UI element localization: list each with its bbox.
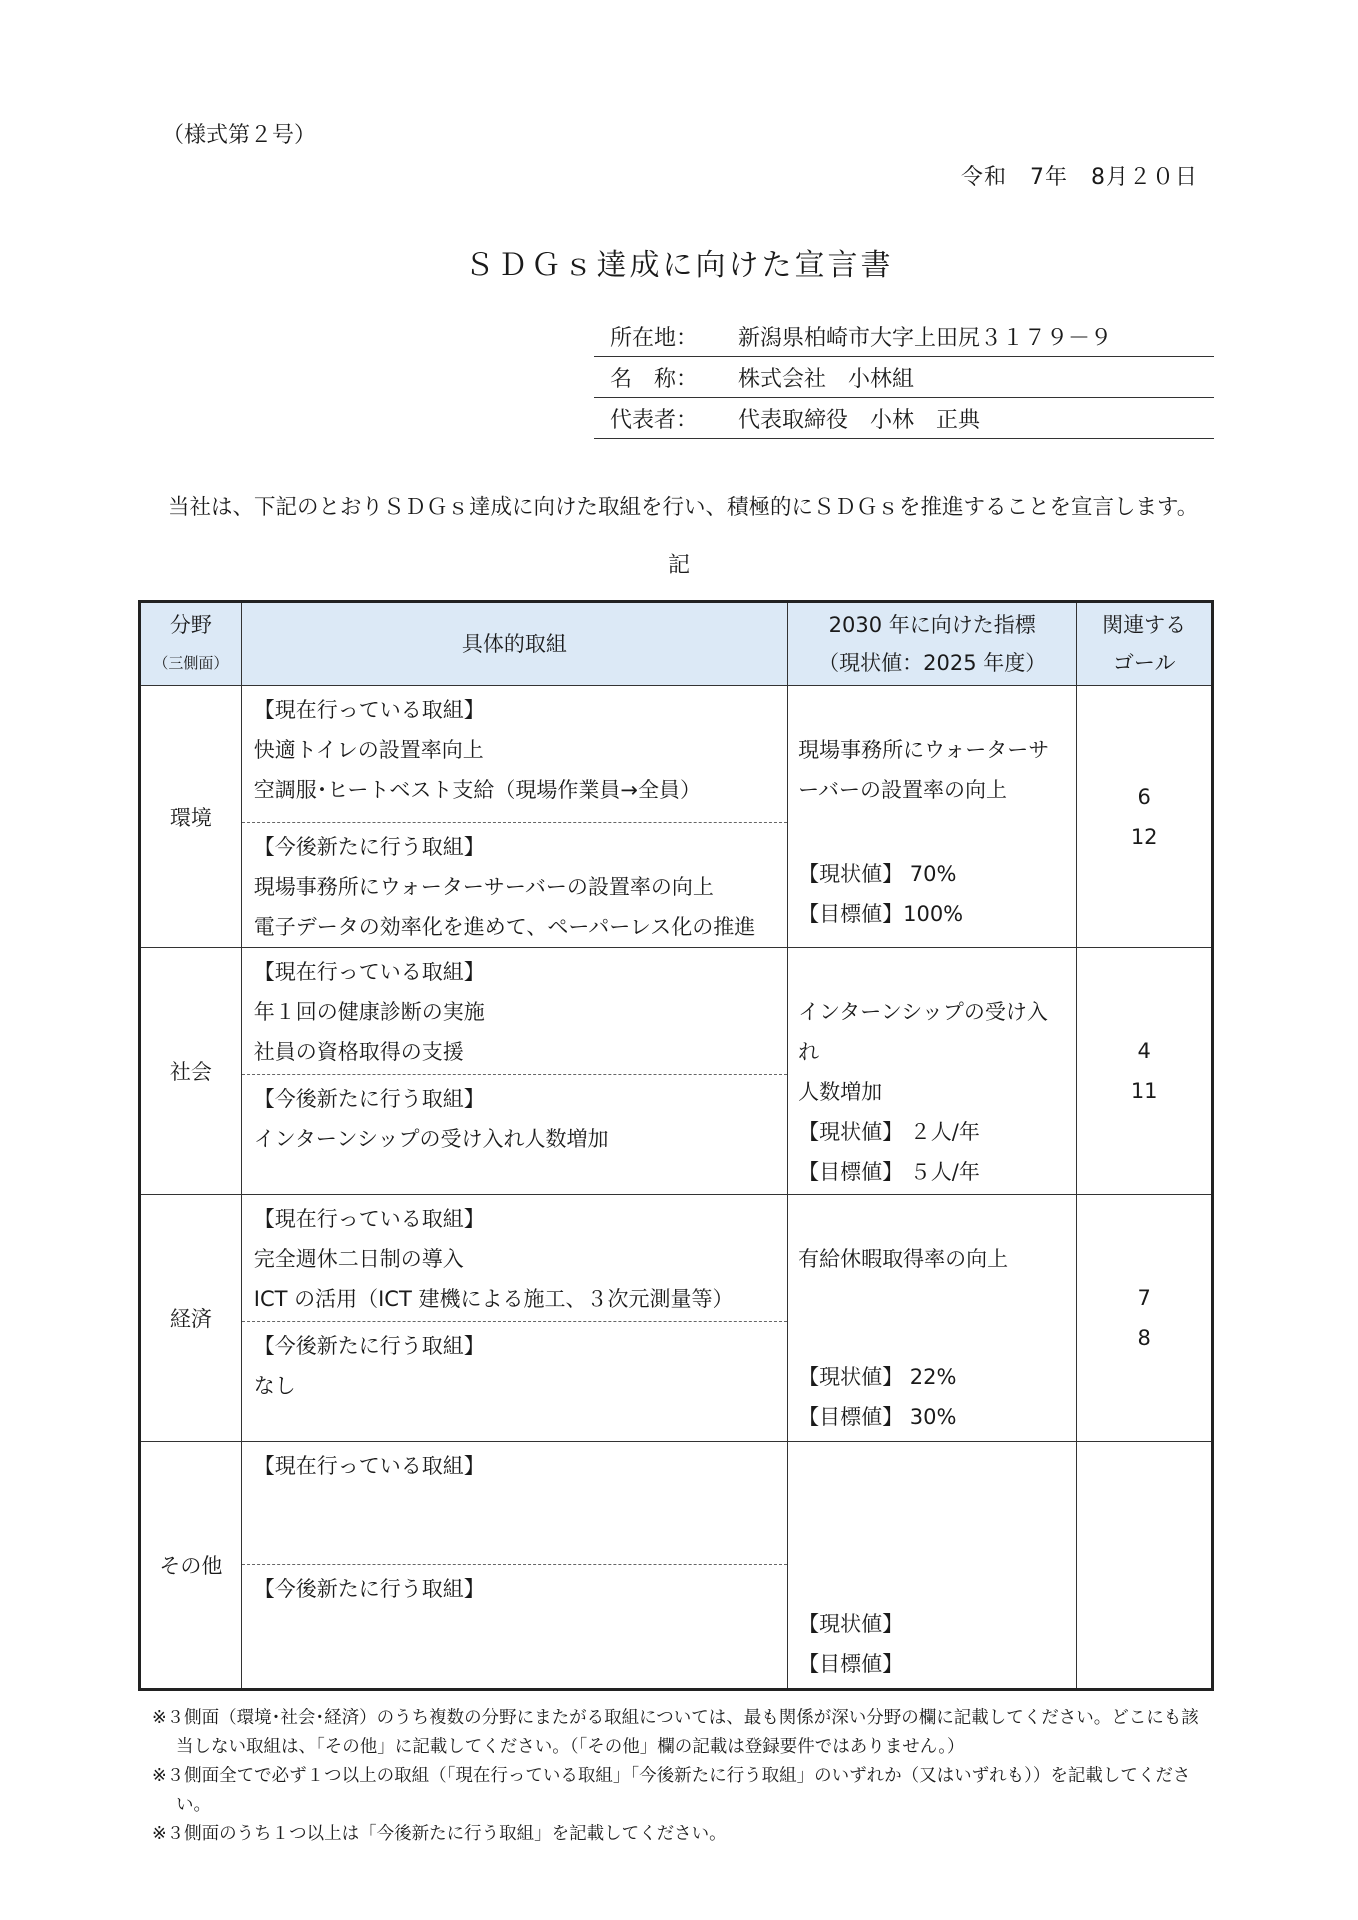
indicator-cell [788,1195,1077,1442]
actions-cell [241,1442,787,1690]
future-actions [242,1074,787,1159]
current-actions-label: 【現在行っている取組】 [253,960,485,984]
name-value: 株式会社 小林組 [738,366,915,392]
indicator-text [798,1239,1066,1279]
address-row [594,316,1214,357]
current-actions-label: 【現在行っている取組】 [253,1207,485,1231]
current-action-item: 年１回の健康診断の実施 [253,1000,485,1024]
footnote-3: ※３側面のうち１つ以上は「今後新たに行う取組」を記載してください。 [152,1824,727,1844]
future-actions-label: 【今後新たに行う取組】 [253,835,485,859]
current-action-item: 空調服･ヒートベスト支給（現場作業員→全員） [253,778,702,802]
company-info [594,316,1214,439]
header-indicator-line2: （現状値：2025 年度） [818,651,1047,675]
table-row [140,686,1213,948]
address-value: 新潟県柏崎市大字上田尻３１７９－９ [738,325,1113,351]
header-field [140,602,242,686]
future-action-item: なし [253,1374,296,1398]
footnotes [152,1704,1212,1849]
future-action-item: 電子データの効率化を進めて、ペーパーレス化の推進 [253,915,756,939]
header-goal-line2: ゴール [1112,651,1176,675]
table-row [140,1195,1213,1442]
indicator-line: 現場事務所にウォーターサ [798,738,1050,762]
current-value: 【現状値】 70% [798,862,957,886]
indicator-text [798,730,1066,810]
current-action-item: 完全週休二日制の導入 [253,1247,464,1271]
table-header-row [140,602,1213,686]
goal-number: 8 [1137,1326,1151,1350]
current-value: 【現状値】 22% [798,1365,957,1389]
category-cell: 環境 [140,686,242,948]
header-indicator-line1: 2030 年に向けた指標 [828,613,1036,637]
indicator-values [798,854,1066,934]
indicator-values [798,1604,1066,1684]
footnote-1: ※３側面（環境･社会･経済）のうち複数の分野にまたがる取組については、最も関係が深い分野の欄に記載してください。どこにも該当しない取組は、「その他」に記載してください。（「その他」欄の記載は登録要件ではありません。） [152,1708,1199,1757]
current-actions [242,686,787,822]
current-actions [242,948,787,1074]
indicator-values [798,1357,1066,1437]
future-actions [242,1321,787,1406]
goal-cell [1077,686,1213,948]
declaration-text: 当社は、下記のとおりＳＤＧｓ達成に向けた取組を行い、積極的にＳＤＧｓを推進することを宣言します。 [168,495,1199,520]
goal-number: 6 [1137,784,1151,809]
category-cell: 経済 [140,1195,242,1442]
indicator-cell [788,686,1077,948]
header-field-sub: （三側面） [153,654,229,672]
goal-number: 4 [1137,1039,1151,1063]
current-actions [242,1442,787,1564]
indicator-line: ーバーの設置率の向上 [798,778,1008,802]
current-action-item: 社員の資格取得の支援 [253,1040,464,1064]
goal-cell [1077,1195,1213,1442]
future-actions-label: 【今後新たに行う取組】 [253,1087,485,1111]
current-actions-label: 【現在行っている取組】 [253,1454,485,1478]
actions-cell [241,948,787,1195]
actions-cell [241,1195,787,1442]
target-value: 【目標値】 30% [798,1405,957,1429]
goal-number: 7 [1137,1286,1151,1310]
current-actions-label: 【現在行っている取組】 [253,698,485,722]
name-label: 名 称： [610,366,699,392]
representative-row [594,398,1214,439]
indicator-line: インターンシップの受け入れ [798,1000,1048,1064]
header-goal [1077,602,1213,686]
actions-cell [241,686,787,948]
document-date: 令和 7年 8月２０日 [961,165,1198,190]
ki-heading: 記 [667,553,690,578]
footnote-2: ※３側面全てで必ず１つ以上の取組（「現在行っている取組」「今後新たに行う取組」のいずれか（又はいずれも））を記載してください。 [152,1766,1191,1815]
current-action-item: ICT の活用（ICT 建機による施工、３次元測量等） [253,1287,734,1311]
future-actions [242,822,787,947]
table-row [140,948,1213,1195]
category-cell: その他 [140,1442,242,1690]
target-value: 【目標値】 ５人/年 [798,1160,980,1184]
sdgs-table [138,600,1214,1691]
future-actions [242,1564,787,1609]
representative-value: 代表取締役 小林 正典 [738,407,981,433]
indicator-values [798,1112,1066,1192]
indicator-text [798,992,1066,1112]
document-title: ＳＤＧｓ達成に向けた宣言書 [464,248,894,283]
name-row [594,357,1214,398]
category-cell: 社会 [140,948,242,1195]
current-actions [242,1195,787,1321]
future-action-item: インターンシップの受け入れ人数増加 [253,1127,609,1151]
table-row [140,1442,1213,1690]
indicator-line: 有給休暇取得率の向上 [798,1247,1009,1271]
goal-cell [1077,1442,1213,1690]
indicator-cell [788,948,1077,1195]
header-goal-line1: 関連する [1102,613,1187,637]
future-action-item: 現場事務所にウォーターサーバーの設置率の向上 [253,875,714,899]
address-label: 所在地： [610,325,699,351]
current-value: 【現状値】 [798,1612,904,1636]
current-action-item: 快適トイレの設置率向上 [253,738,484,762]
indicator-line: 人数増加 [798,1080,883,1104]
form-number: （様式第２号） [162,123,317,148]
target-value: 【目標値】 [798,1652,904,1676]
current-value: 【現状値】 ２人/年 [798,1120,980,1144]
representative-label: 代表者： [610,407,699,433]
goal-cell [1077,948,1213,1195]
header-indicator [788,602,1077,686]
future-actions-label: 【今後新たに行う取組】 [253,1577,485,1601]
goal-number: 12 [1130,824,1158,849]
target-value: 【目標値】100% [798,902,964,926]
header-actions: 具体的取組 [241,602,787,686]
goal-number: 11 [1130,1079,1158,1103]
header-field-label: 分野 [169,613,212,637]
future-actions-label: 【今後新たに行う取組】 [253,1334,485,1358]
indicator-cell [788,1442,1077,1690]
